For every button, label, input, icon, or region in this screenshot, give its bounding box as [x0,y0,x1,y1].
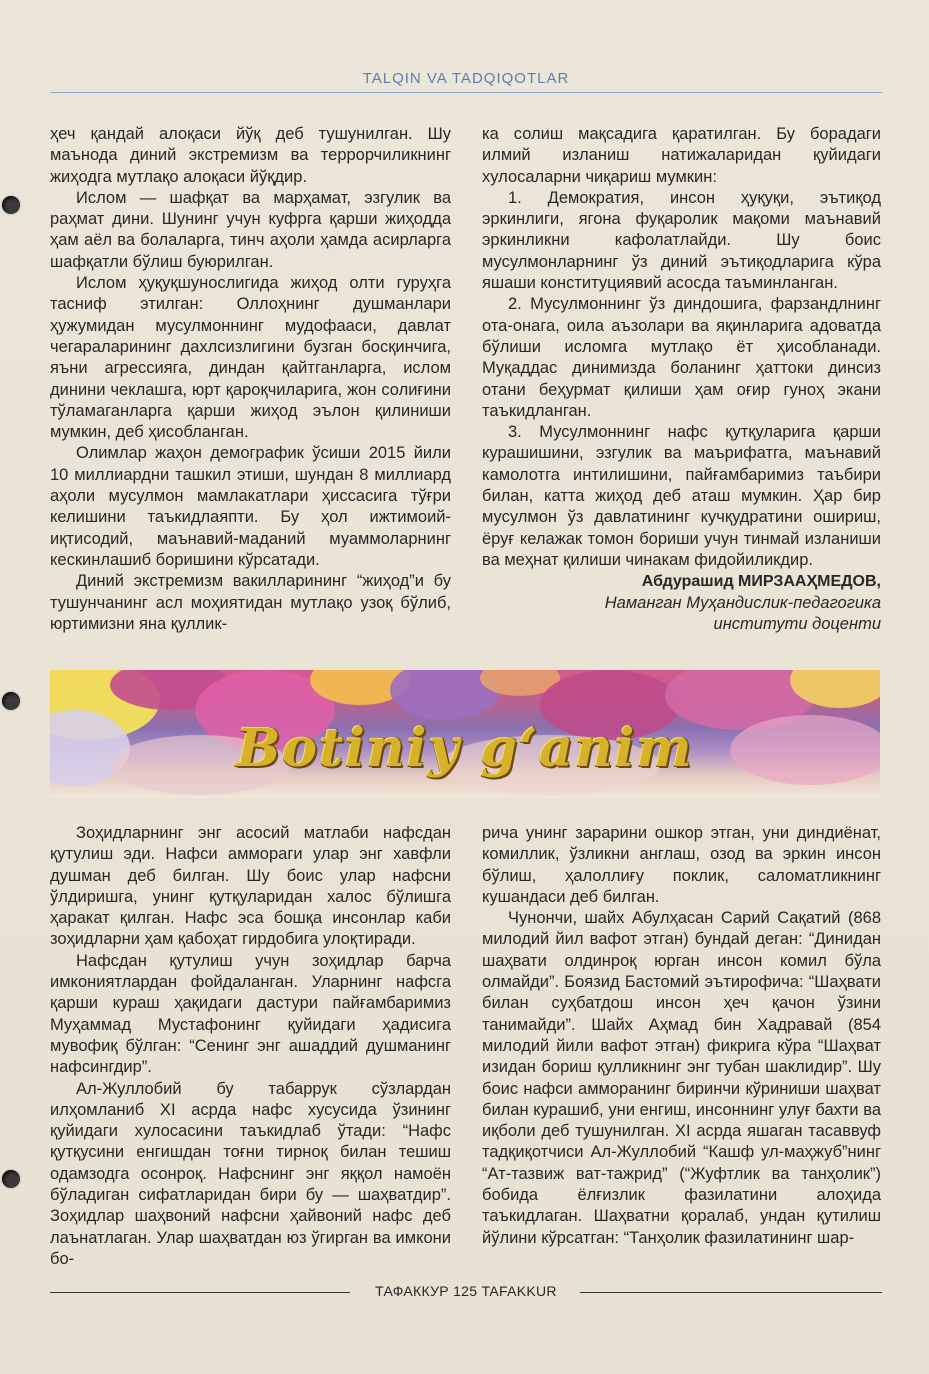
footer-text-wrap [50,1283,882,1299]
author-signature [482,571,881,592]
paragraph: Ислом ҳуқуқшунослигида жиҳод олти гуруҳга тасниф этилган: Оллоҳнинг душманлари ҳужумидан мусулмоннинг мудофааси, давлат чегараларининг дахлсизлигини бузган босқинчига, яъни агрессияга, диндан қайтганларга, ислом динини чеклашга, юрт қароқчиларига, жон солиғини тўламаганларга қарши жиҳод эълон қилиниши мумкин, деб ҳисобланган. [50,274,451,442]
numbered-paragraph: 3. Мусулмоннинг нафс қутқуларига қарши курашишини, эзгулик ва маърифатга, маънавий камолотга интилишини, пайғамбаримиз таъбири билан, катта жиҳод деб аташ мумкин. Ҳар бир мусулмон ўз давлатининг кучқудратини ошириш, ёруғ келажак томон бориши учун тинмай изланиши ва меҳнат қилиши чинакам фидойиликдир. [482,423,881,569]
paragraph: Олимлар жаҳон демографик ўсиши 2015 йили 10 миллиардни ташкил этиши, шундан 8 миллиард аҳоли мусулмон мамлакатлари ҳиссасига тўғри келишини таъкидлаяпти. Бу ҳол ижтимоий-иқтисодий, маънавий-маданий муаммоларнинг кескинлашиб боришини кўрсатади. [50,444,451,569]
paragraph: Чунончи, шайх Абулҳасан Сарий Сақатий (868 милодий йил вафот этган) бундай деган: “Динидан шаҳвати олдинроқ юрган инсон комил бўла олмайди”. Боязид Бастомий эътирофича: “Шаҳвати билан суҳбатдош инсон ҳеч қачон ўзини танимайди”. Шайх Аҳмад бин Хадравай (854 милодий йили вафот этган) фикрига кўра “Шаҳват изидан бориш қулликнинг энг тубан шаклидир”. Шу боис нафси амморанинг биринчи кўриниши шаҳват билан курашиб, уни енгиш, инсоннинг улуғ бахти ва иқболи деб тушунилган. XI асрда яшаган тасаввуф тадқиқотчиси Ал-Жуллобий “Кашф ул-маҳжуб”нинг “Ат-тазвиж ват-тажрид” (“Жуфтлик ва танҳолик”) бобида ёлғизлик фазилатини алоҳида таъкидлаган. Шаҳватни қоралаб, ундан қутилиш йўлини кўрсатган: “Танҳолик фазилатининг шар- [482,909,881,1247]
paragraph: рича унинг зарарини ошкор этган, уни диндиёнат, комиллик, ўзликни англаш, озод ва эркин инсон бўлиш, ҳалоллиғу поклик, саломатликнинг кушандаси деб билган. [482,824,881,906]
article-banner [50,670,880,798]
author-last-name: МИРЗААҲМЕДОВ [738,573,877,591]
article2-left-column [50,823,451,1270]
article2-right-column [482,823,881,1249]
paragraph: ка солиш мақсадига қаратилган. Бу борадаги илмий изланиш натижаларидан қуйидаги хулосаларни чиқариш мумкин: [482,125,881,186]
page-number-footer: ТАФАККУР 125 TAFAKKUR [369,1283,563,1299]
numbered-paragraph: 2. Мусулмоннинг ўз диндошига, фарзандлнинг ота-онага, оила аъзолари ва яқинларига адоватда бўлиши исломга мутлақо ёт ҳисобланади. Муқаддас динимизда боланинг ҳаттоки динсиз отани беҳурмат қилиши ҳам оғир гуноҳ экани таъкидланган. [482,295,881,420]
paragraph: Диний экстремизм вакилларининг “жиҳод”и бу тушунчанинг асл моҳиятидан мутлақо узоқ бўлиб, юртимизни яна қуллик- [50,572,451,633]
binder-hole [2,1170,20,1188]
section-title: TALQIN VA TADQIQOTLAR [362,70,570,87]
paragraph: ҳеч қандай алоқаси йўқ деб тушунилган. Шу маънода диний экстремизм ва террорчиликнинг жиҳодга мутлақо алоқаси йўқдир. [50,125,451,186]
paragraph: Ислом — шафқат ва марҳамат, эзгулик ва раҳмат дини. Шунинг учун куфрга қарши жиҳодда ҳам аёл ва болаларга, тинч аҳоли ҳамда асирларга шафқатли бўлиш буюрилган. [50,188,451,271]
article-title: Botiniy g‘anim [236,718,694,779]
author-first-name: Абдурашид [641,573,739,591]
numbered-paragraph: 1. Демократия, инсон ҳуқуқи, эътиқод эркинлиги, ягона фуқаролик мақоми маънавий эркинликни кафолатлайди. Шу боис мусулмонларнинг ўз диний эътиқодларига кўра яшаши конституциявий асосда таъминланган. [482,188,881,293]
author-comma: , [876,573,881,591]
running-header [50,68,882,93]
binder-hole [2,692,20,710]
article1-left-column [50,124,451,635]
page-footer [50,1282,882,1302]
paragraph: Ал-Жуллобий бу табаррук сўзлардан илҳомланиб XI асрда нафс хусусида ўзининг қуйидаги хулосасини таъкидлаб ўтади: “Нафс қутқусини енгишдан тоғни тирноқ билан тешиш одамзодга осонроқ. Нафснинг энг яққол намоён бўладиган сифатларидан бири бу — шаҳватдир”. Зоҳидлар шаҳвоний нафсни ҳайвоний нафс деб лаънатлаган. Улар шаҳватдан юз ўгирган ва имкони бо- [50,1079,451,1268]
article1-right-column [482,124,881,635]
paragraph: Зоҳидларнинг энг асосий матлаби нафсдан қутулиш эди. Нафси аммораги улар энг хавфли душман деб билган. Шу боис улар нафсни ўлдиришга, унинг қутқуларидан халос бўлишга ҳаракат қилган. Нафс эса бошқа инсонлар каби зоҳидларни ҳам қабоҳат гирдобига улоқтиради. [50,824,451,949]
paragraph: Нафсдан қутулиш учун зоҳидлар барча имкониятлардан фойдаланган. Уларнинг нафсга қарши кураш ҳақидаги дастури пайғамбаримиз Муҳаммад Мустафонинг қуйидаги ҳадисига мувофиқ бўлган: “Сенинг энг ашаддий душманинг нафсингдир”. [50,951,451,1077]
author-role-line1: Наманган Муҳандислик-педагогика [604,593,881,612]
binder-hole [2,196,20,214]
author-role-line2: институти доценти [713,614,881,633]
